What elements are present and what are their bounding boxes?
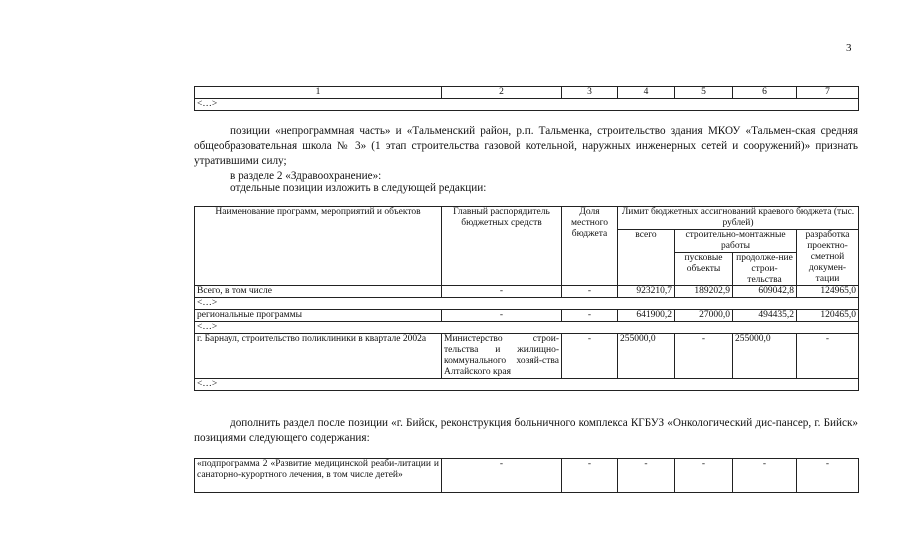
ellipsis-row: <…> (195, 379, 859, 391)
header-launch: пусковые объекты (675, 252, 733, 286)
table-row (195, 334, 859, 379)
header-name: Наименование программ, мероприятий и объектов (195, 207, 442, 286)
header-limit: Лимит бюджетных ассигнований краевого бюджета (тыс. рублей) (618, 207, 859, 230)
row-total: 255000,0 (618, 334, 675, 379)
row-launch: 189202,9 (675, 286, 733, 298)
row-name: Всего, в том числе (195, 286, 442, 298)
row-continuing: 494435,2 (733, 310, 797, 322)
row-admin: - (442, 310, 562, 322)
table-row (195, 310, 859, 322)
row-share: - (562, 310, 618, 322)
paragraph-3: отдельные позиции изложить в следующей редакции: (230, 182, 487, 194)
row-total: 641900,2 (618, 310, 675, 322)
row-share: - (562, 459, 618, 493)
row-share: - (562, 334, 618, 379)
col-number-7: 7 (797, 87, 859, 99)
row-launch: 27000,0 (675, 310, 733, 322)
row-continuing: 255000,0 (733, 334, 797, 379)
row-admin: Министерство строи-тельства и жилищно-коммунального хозяй-ства Алтайского края (442, 334, 562, 379)
row-design: 124965,0 (797, 286, 859, 298)
row-continuing: - (733, 459, 797, 493)
row-name: г. Барнаул, строительство поликлиники в квартале 2002а (195, 334, 442, 379)
row-admin: - (442, 459, 562, 493)
column-numbers-table (194, 86, 859, 111)
paragraph-4: дополнить раздел после позиции «г. Бийск, реконструкция больничного комплекса КГБУЗ «Онкологический дис-пансер, г. Бийск» позициями следующего содержания: (194, 417, 858, 444)
col-number-4: 4 (618, 87, 675, 99)
col-number-6: 6 (733, 87, 797, 99)
col-number-2: 2 (442, 87, 562, 99)
row-total: - (618, 459, 675, 493)
addition-table (194, 458, 859, 493)
row-name: региональные программы (195, 310, 442, 322)
ellipsis-row: <…> (195, 322, 859, 334)
row-total: 923210,7 (618, 286, 675, 298)
col-number-5: 5 (675, 87, 733, 99)
header-share: Доля местного бюджета (562, 207, 618, 286)
col-number-3: 3 (562, 87, 618, 99)
row-share: - (562, 286, 618, 298)
header-admin: Главный распорядитель бюджетных средств (442, 207, 562, 286)
table-row (195, 286, 859, 298)
row-design: - (797, 459, 859, 493)
header-continuing: продолже-ние строи-тельства (733, 252, 797, 286)
header-total: всего (618, 229, 675, 286)
header-design: разработка проектно-сметной докумен-тации (797, 229, 859, 286)
row-launch: - (675, 459, 733, 493)
row-name: «подпрограмма 2 «Развитие медицинской реаби-литации и санаторно-курортного лечения, в том числе детей» (195, 459, 442, 493)
row-design: - (797, 334, 859, 379)
page-number: 3 (846, 42, 852, 54)
paragraph-2: в разделе 2 «Здравоохранение»: (230, 170, 382, 182)
row-admin: - (442, 286, 562, 298)
row-continuing: 609042,8 (733, 286, 797, 298)
row-design: 120465,0 (797, 310, 859, 322)
row-launch: - (675, 334, 733, 379)
paragraph-1: позиции «непрограммная часть» и «Тальменский район, р.п. Тальменка, строительство здания МКОУ «Тальмен-ская средняя общеобразовательная школа № 3» (1 этап строительства газовой котельной, наружных инженерных сетей и сооружений)» признать утратившими силу; (194, 125, 858, 167)
table-row (195, 459, 859, 493)
col-number-1: 1 (195, 87, 442, 99)
header-construction: строительно-монтажные работы (675, 229, 797, 252)
ellipsis-row: <…> (195, 298, 859, 310)
health-budget-table (194, 206, 859, 391)
ellipsis-row: <…> (195, 99, 859, 111)
